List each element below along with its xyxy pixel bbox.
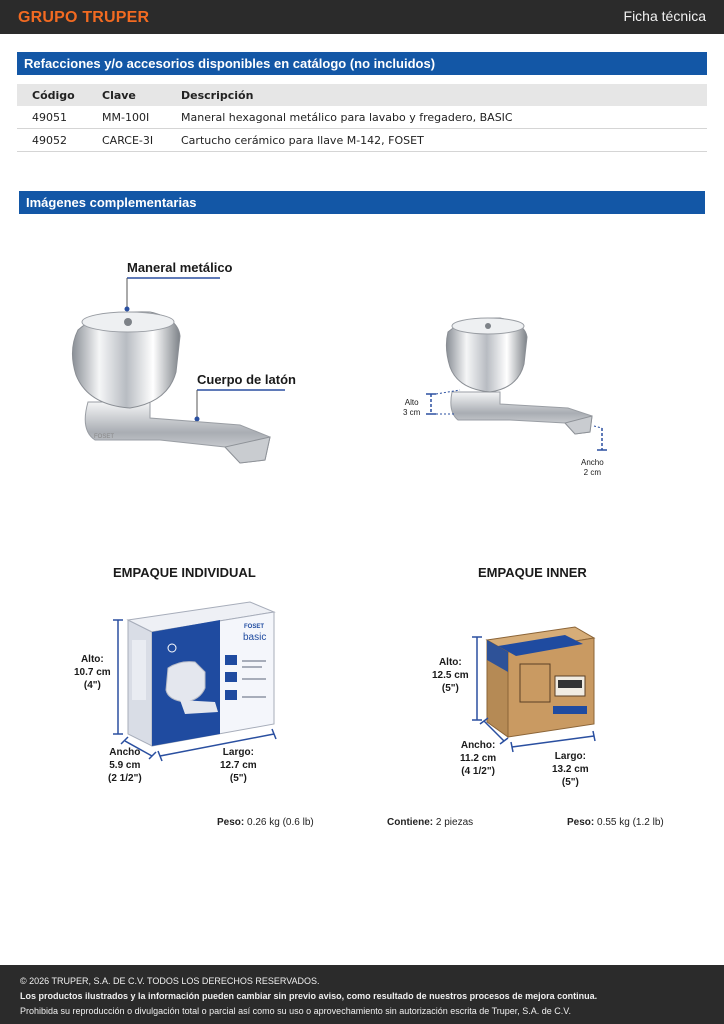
callout-handle-label: Maneral metálico — [127, 260, 233, 275]
cell-code: 49051 — [32, 111, 67, 124]
callout-body-label: Cuerpo de latón — [197, 372, 296, 387]
dim-imperial: (5") — [561, 777, 579, 788]
dim-imperial: (4") — [83, 680, 101, 691]
box-brand: FOSET — [244, 624, 265, 630]
dim-metric: 5.9 cm — [109, 760, 141, 771]
inner-contents — [387, 817, 473, 828]
dim-imperial: (5") — [441, 683, 459, 694]
box-line: basic — [243, 632, 267, 643]
foset-mark: FOSET — [94, 434, 115, 440]
dim-imperial: (2 1/2") — [108, 773, 142, 784]
dim-word: Alto: — [80, 654, 104, 665]
width-value: 2 cm — [583, 468, 602, 477]
inner-height-label — [432, 656, 469, 695]
inner-weight — [567, 817, 664, 828]
accessories-section-title: Refacciones y/o accesorios disponibles en catálogo (no incluidos) — [17, 52, 707, 75]
dim-metric: 10.7 cm — [74, 667, 111, 678]
brand-logo: GRUPO TRUPER — [18, 9, 150, 26]
dim-imperial: (5") — [229, 773, 247, 784]
dim-metric: 13.2 cm — [552, 764, 589, 775]
width-word: Ancho — [581, 458, 604, 467]
column-header-code: Código — [32, 89, 75, 102]
weight-value: 0.55 kg (1.2 lb) — [597, 817, 664, 828]
weight-label: Peso: — [567, 817, 595, 828]
dim-metric: 12.5 cm — [432, 670, 469, 681]
column-header-description: Descripción — [181, 89, 254, 102]
inner-width-label — [460, 739, 496, 778]
dim-metric: 12.7 cm — [220, 760, 257, 771]
images-section-title: Imágenes complementarias — [19, 191, 705, 214]
cell-key: MM-100I — [102, 111, 150, 124]
footer-prohibition: Prohibida su reproducción o divulgación total o parcial así como su uso o aprovechamiento sin autorización escrita de Truper, S.A. de C.V. — [20, 1006, 571, 1016]
cell-description: Maneral hexagonal metálico para lavabo y fregadero, BASIC — [181, 111, 513, 124]
individual-package-title: EMPAQUE INDIVIDUAL — [113, 565, 256, 580]
individual-weight — [217, 817, 314, 828]
footer-notice: Los productos ilustrados y la información pueden cambiar sin previo aviso, como resultado de nuestros procesos de mejora continua. — [20, 991, 598, 1001]
inner-package-title: EMPAQUE INNER — [478, 565, 587, 580]
column-header-key: Clave — [102, 89, 136, 102]
weight-label: Peso: — [217, 817, 245, 828]
document-type: Ficha técnica — [623, 8, 706, 24]
cell-key: CARCE-3I — [102, 134, 154, 147]
dim-word: Largo: — [222, 747, 254, 758]
height-value: 3 cm — [403, 408, 421, 417]
dim-word: Alto: — [438, 657, 462, 668]
weight-value: 0.26 kg (0.6 lb) — [247, 817, 314, 828]
inner-length-label — [552, 750, 589, 789]
dim-word: Ancho: — [460, 740, 496, 751]
dim-imperial: (4 1/2") — [461, 766, 495, 777]
contents-label: Contiene: — [387, 817, 434, 828]
height-word: Alto — [404, 398, 419, 407]
dim-metric: 11.2 cm — [460, 753, 497, 764]
dim-word: Ancho — [109, 747, 141, 758]
cell-code: 49052 — [32, 134, 67, 147]
dim-word: Largo: — [554, 751, 586, 762]
contents-value: 2 piezas — [435, 817, 474, 828]
footer — [0, 965, 724, 1024]
footer-copyright: © 2026 TRUPER, S.A. DE C.V. TODOS LOS DERECHOS RESERVADOS. — [20, 976, 320, 986]
cell-description: Cartucho cerámico para llave M-142, FOSET — [181, 134, 424, 147]
